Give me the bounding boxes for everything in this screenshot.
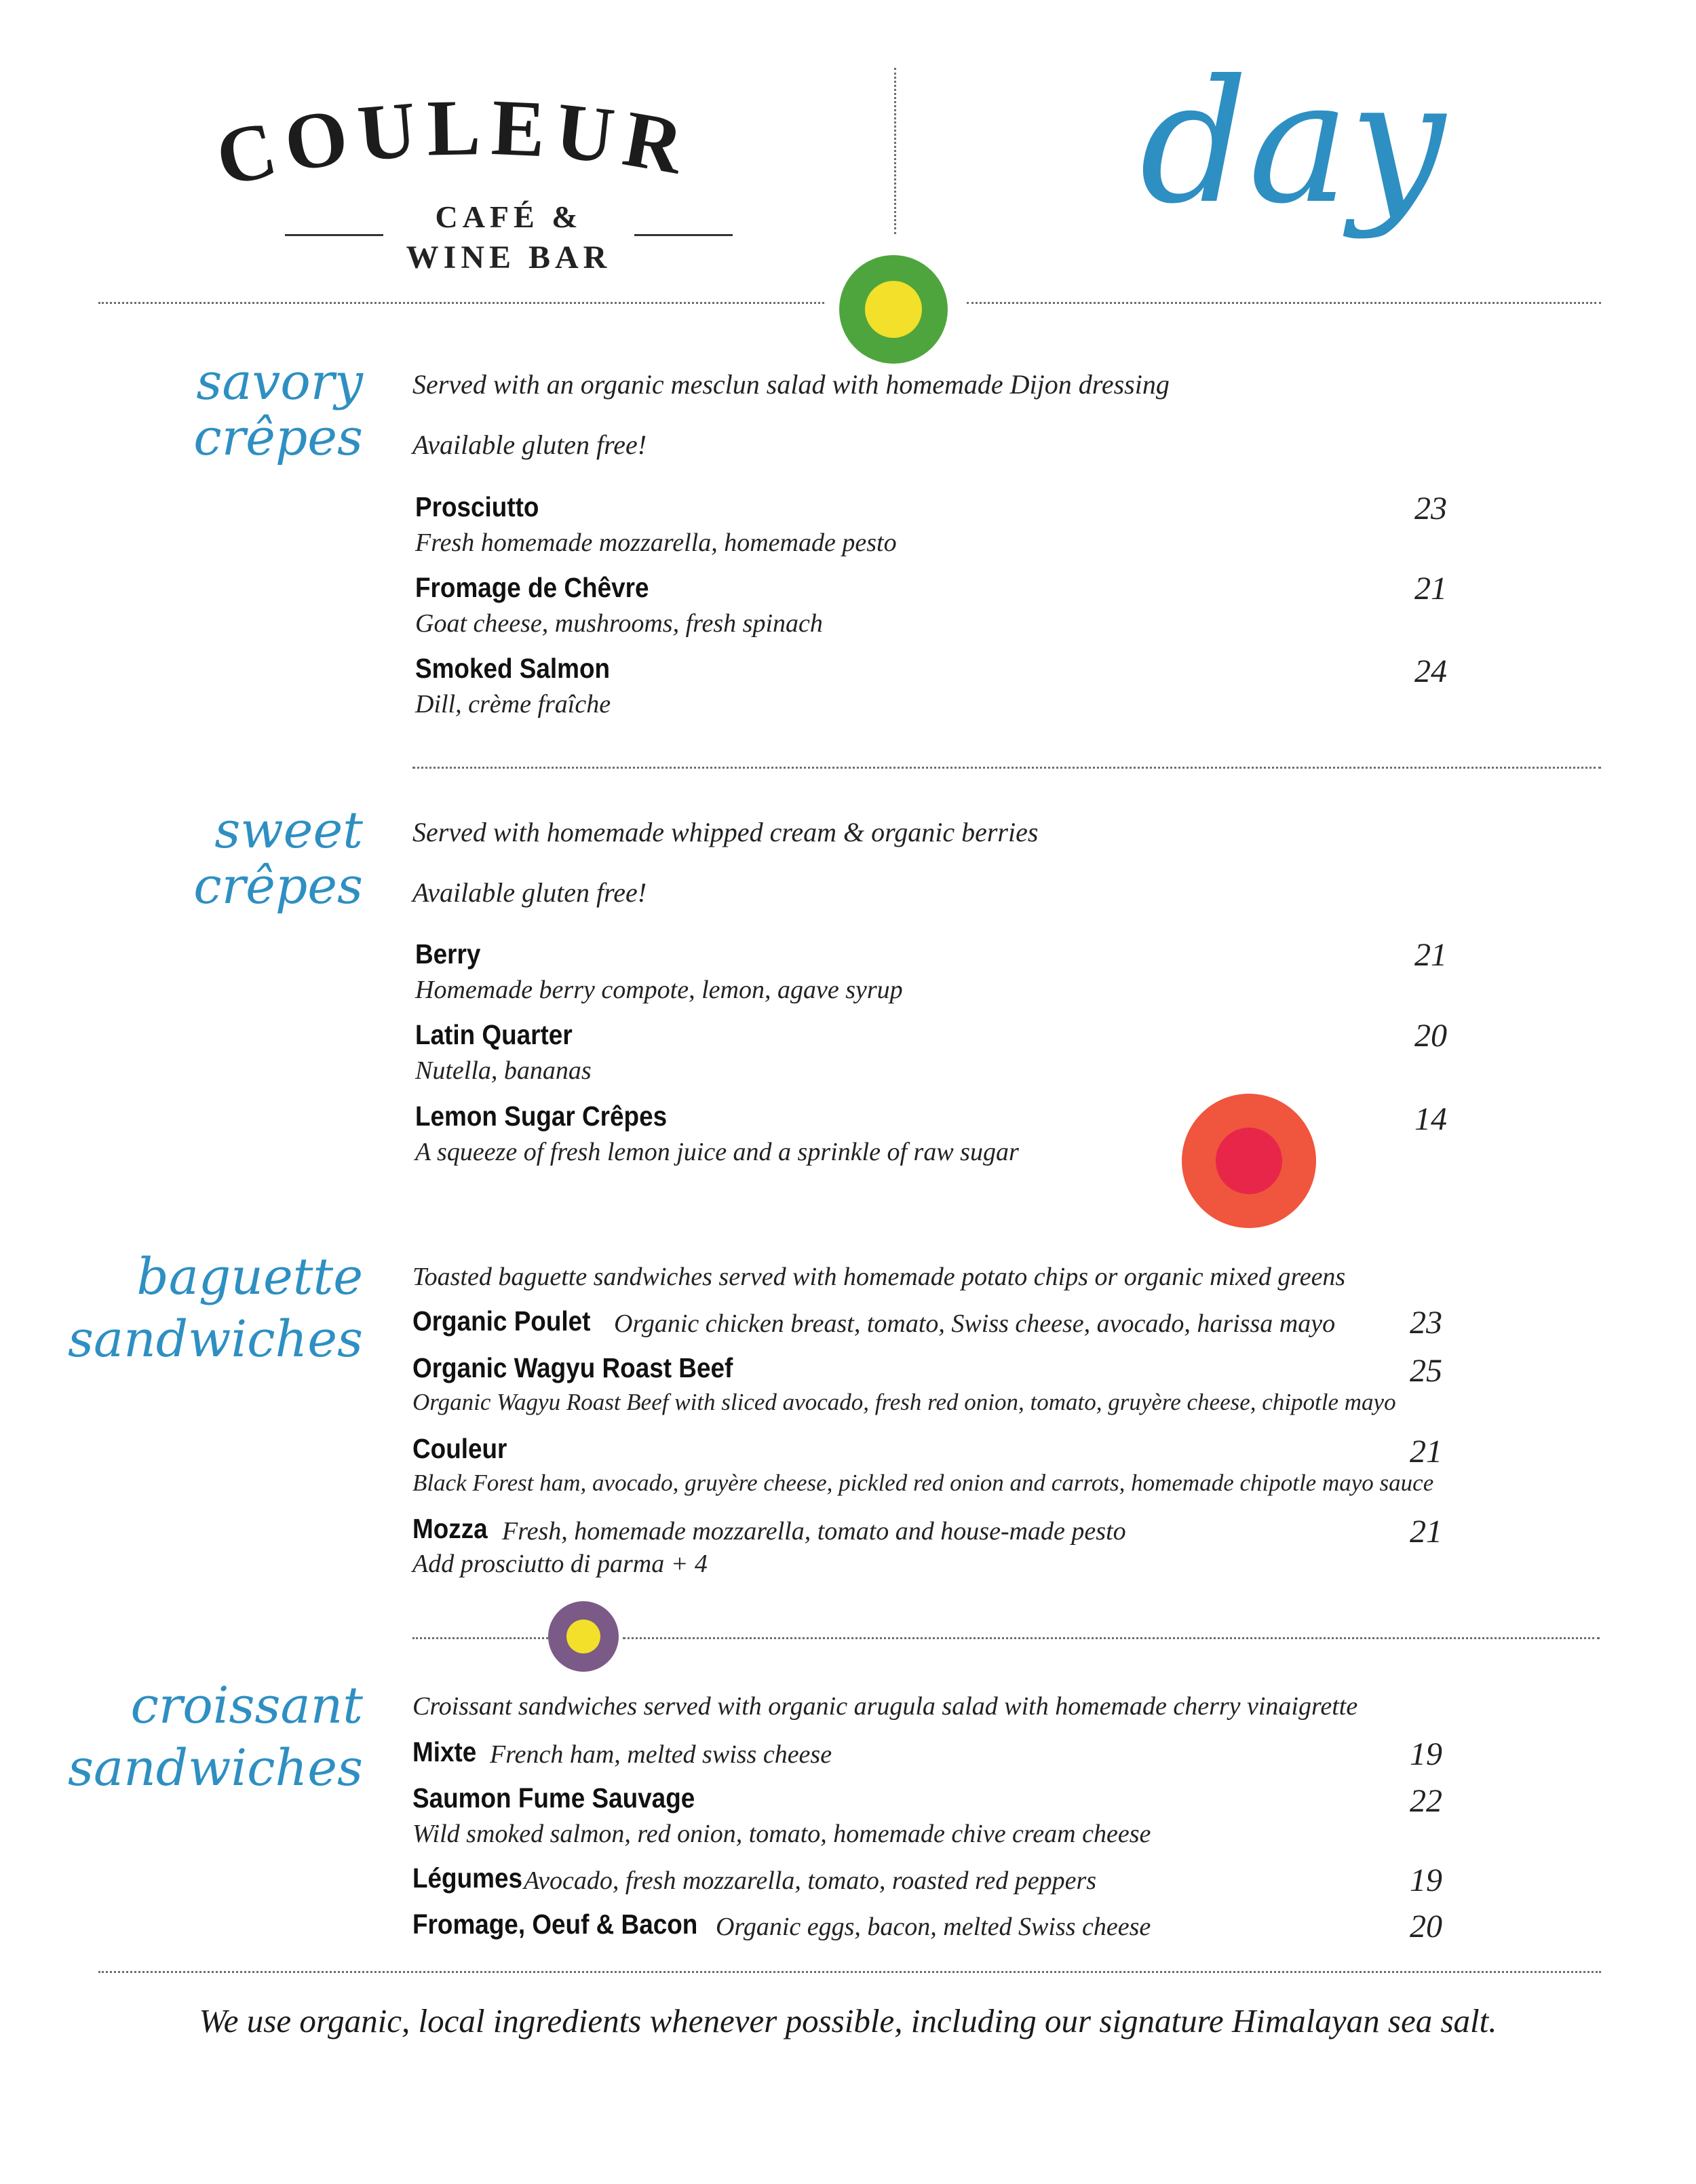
item-name-saumon-fume-sauvage: Saumon Fume Sauvage <box>412 1782 695 1814</box>
item-price-fromage-oeuf-bacon: 20 <box>1410 1909 1442 1944</box>
item-name-mozza: Mozza <box>412 1513 488 1544</box>
divider-baguette-right <box>623 1637 1600 1639</box>
item-desc-prosciutto: Fresh homemade mozzarella, homemade pesto <box>415 529 897 557</box>
item-name-legumes: Légumes <box>412 1862 522 1894</box>
divider-top-right <box>967 302 1601 304</box>
item-price-fromage-de-chevre: 21 <box>1414 571 1447 607</box>
item-price-mixte: 19 <box>1410 1736 1442 1772</box>
item-price-berry: 21 <box>1414 937 1447 973</box>
menu-title: day <box>1140 43 1446 241</box>
item-price-latin-quarter: 20 <box>1414 1018 1447 1054</box>
divider-bottom <box>98 1971 1601 1973</box>
item-desc-organic-wagyu: Organic Wagyu Roast Beef with sliced avocado, fresh red onion, tomato, gruyère cheese, chipotle mayo <box>412 1389 1396 1415</box>
item-price-smoked-salmon: 24 <box>1414 653 1447 689</box>
item-desc-fromage-de-chevre: Goat cheese, mushrooms, fresh spinach <box>415 609 823 638</box>
item-desc-organic-poulet: Organic chicken breast, tomato, Swiss cheese, avocado, harissa mayo <box>614 1309 1336 1338</box>
item-name-fromage-oeuf-bacon: Fromage, Oeuf & Bacon <box>412 1909 698 1940</box>
pink-center-icon <box>1216 1128 1282 1194</box>
header-vertical-divider <box>894 68 896 234</box>
item-name-organic-wagyu: Organic Wagyu Roast Beef <box>412 1352 733 1383</box>
savory-gluten-note: Available gluten free! <box>412 429 647 460</box>
item-extra-mozza: Add prosciutto di parma + 4 <box>412 1550 708 1578</box>
item-name-smoked-salmon: Smoked Salmon <box>415 653 611 684</box>
brand-subtitle-line1: CAFÉ & <box>435 199 583 234</box>
item-name-prosciutto: Prosciutto <box>415 491 539 522</box>
logo-rule-left <box>285 234 383 236</box>
svg-text:COULEUR <box>208 88 699 204</box>
item-price-mozza: 21 <box>1410 1514 1442 1550</box>
item-name-mixte: Mixte <box>412 1736 477 1767</box>
item-desc-latin-quarter: Nutella, bananas <box>415 1056 592 1085</box>
item-price-couleur: 21 <box>1410 1434 1442 1470</box>
baguette-note: Toasted baguette sandwiches served with homemade potato chips or organic mixed greens <box>412 1263 1346 1291</box>
item-desc-lemon-sugar-crepes: A squeeze of fresh lemon juice and a sprinkle of raw sugar <box>415 1138 1019 1166</box>
brand-name: COULEUR <box>208 88 699 204</box>
sweet-note: Served with homemade whipped cream & organic berries <box>412 817 1039 847</box>
item-price-saumon-fume-sauvage: 22 <box>1410 1783 1442 1819</box>
divider-savory <box>412 767 1601 769</box>
item-price-legumes: 19 <box>1410 1862 1442 1898</box>
item-name-lemon-sugar-crepes: Lemon Sugar Crêpes <box>415 1100 668 1132</box>
divider-top-left <box>98 302 824 304</box>
item-price-prosciutto: 23 <box>1414 491 1447 526</box>
item-desc-saumon-fume-sauvage: Wild smoked salmon, red onion, tomato, homemade chive cream cheese <box>412 1820 1151 1848</box>
section-title-baguette: baguette sandwiches <box>67 1248 363 1368</box>
item-desc-fromage-oeuf-bacon: Organic eggs, bacon, melted Swiss cheese <box>716 1913 1151 1941</box>
item-name-couleur: Couleur <box>412 1433 507 1464</box>
item-price-lemon-sugar-crepes: 14 <box>1414 1101 1447 1137</box>
brand-subtitle-line2: WINE BAR <box>406 240 612 275</box>
yellow-center-small-icon <box>566 1620 600 1653</box>
sweet-gluten-note: Available gluten free! <box>412 877 647 908</box>
item-desc-mozza: Fresh, homemade mozzarella, tomato and house-made pesto <box>502 1517 1126 1546</box>
section-title-savory: savory crêpes <box>193 353 363 467</box>
yellow-center-icon <box>865 281 922 338</box>
item-name-organic-poulet: Organic Poulet <box>412 1305 591 1337</box>
item-price-organic-wagyu: 25 <box>1410 1353 1442 1389</box>
footer-note: We use organic, local ingredients whenever possible, including our signature Himalayan sea salt. <box>199 2002 1497 2039</box>
croissant-note: Croissant sandwiches served with organic arugula salad with homemade cherry vinaigrette <box>412 1692 1358 1721</box>
section-title-croissant: croissant sandwiches <box>67 1677 363 1797</box>
item-name-latin-quarter: Latin Quarter <box>415 1019 573 1050</box>
savory-note: Served with an organic mesclun salad with homemade Dijon dressing <box>412 369 1170 400</box>
item-name-berry: Berry <box>415 938 481 970</box>
item-name-fromage-de-chevre: Fromage de Chêvre <box>415 572 649 603</box>
section-title-sweet: sweet crêpes <box>193 801 363 915</box>
item-price-organic-poulet: 23 <box>1410 1305 1442 1341</box>
divider-baguette-left <box>412 1637 548 1639</box>
item-desc-couleur: Black Forest ham, avocado, gruyère cheese, pickled red onion and carrots, homemade chipotle mayo sauce <box>412 1470 1434 1496</box>
item-desc-mixte: French ham, melted swiss cheese <box>490 1740 832 1769</box>
item-desc-smoked-salmon: Dill, crème fraîche <box>415 690 611 719</box>
logo-rule-right <box>634 234 733 236</box>
item-desc-berry: Homemade berry compote, lemon, agave syrup <box>415 976 903 1004</box>
item-desc-legumes: Avocado, fresh mozzarella, tomato, roasted red peppers <box>524 1866 1097 1895</box>
